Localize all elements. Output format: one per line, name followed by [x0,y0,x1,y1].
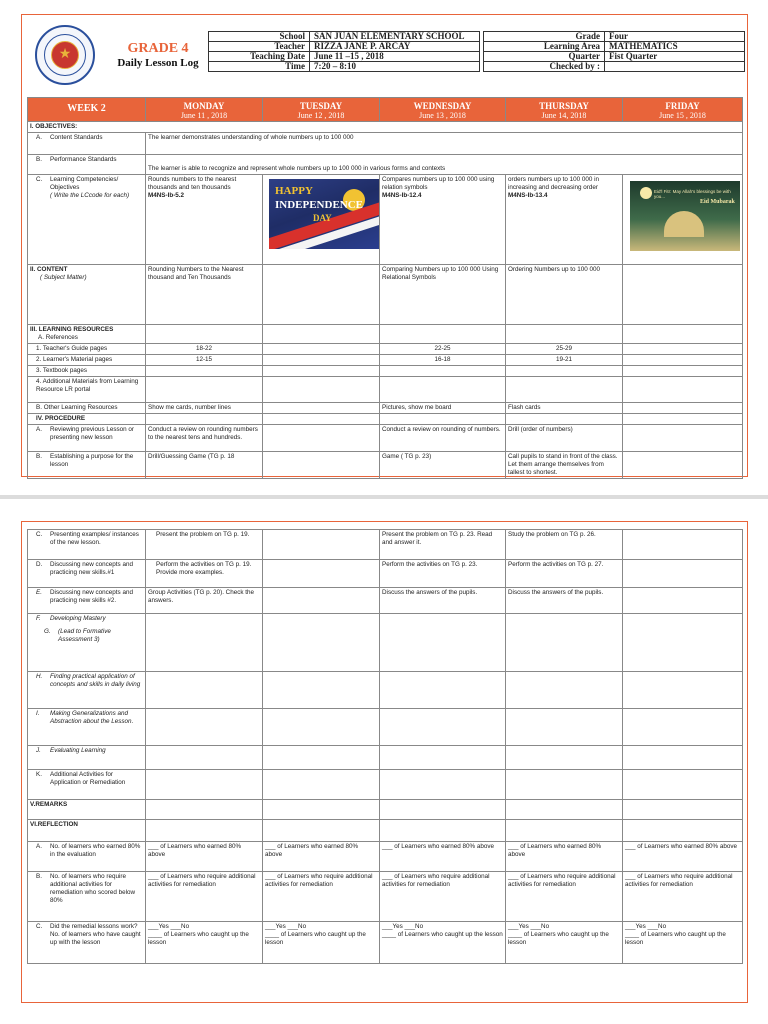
learning-resources-title: III. LEARNING RESOURCES [30,326,114,333]
day-date: June 11 , 2018 [180,111,228,120]
row-key: H. [36,673,43,680]
lm-pages-thursday: 19-21 [506,355,623,366]
reviewing-lesson-label [28,425,146,452]
yes-no-blank: ___Yes ___No [625,923,667,930]
cell [380,614,506,672]
cell [623,800,743,820]
checked-by-value [605,62,745,72]
tg-pages-thursday: 25-29 [506,344,623,355]
row-label-text: Did the remedial lessons work? No. of learners who have caught up with the lesson [50,923,141,946]
cell [263,770,380,800]
concepts1-wednesday: Perform the activities on TG p. 23. [380,560,506,588]
lm-pages-wednesday: 16-18 [380,355,506,366]
cell [146,800,263,820]
row-label-text: No. of learners who earned 80% in the evaluation [50,843,141,858]
learners-material-label: 2. Learner's Material pages [28,355,146,366]
concepts2-wednesday: Discuss the answers of the pupils. [380,588,506,614]
cell [263,366,380,377]
purpose-thursday: Call pupils to stand in front of the class. Let them arrange themselves from tallest to shortest. [506,452,623,479]
purpose-friday [623,452,743,479]
cell [506,377,623,403]
row-key: E. [36,589,42,596]
learners-80-tuesday: ___ of Learners who earned 80% above [263,842,380,872]
competency-text: Rounds numbers to the nearest thousands and ten thousands [148,176,237,191]
competency-monday [146,175,263,265]
row-label-text: Additional Activities for Application or Remediation [50,771,126,786]
cell [623,820,743,842]
teaching-date-value: June 11 –15 , 2018 [310,52,480,62]
reflection-label: VI.REFLECTION [28,820,146,842]
content-standards-text: The learner demonstrates understanding of whole numbers up to 100 000 [146,133,743,155]
concepts2-friday [623,588,743,614]
row-key: G. [44,628,51,635]
lm-pages-friday [623,355,743,366]
row-label-text: Presenting examples/ instances of the new lesson. [50,531,139,546]
cell [623,672,743,709]
content-title: II. CONTENT [30,266,68,273]
examples-friday [623,530,743,560]
examples-thursday: Study the problem on TG p. 26. [506,530,623,560]
concepts1-friday [623,560,743,588]
cell [146,614,263,672]
cell [506,672,623,709]
cell [380,770,506,800]
practical-application-label [28,672,146,709]
tg-pages-wednesday: 22-25 [380,344,506,355]
row-key: A. [36,843,42,850]
concepts2-monday: Group Activities (TG p. 20). Check the answers. [146,588,263,614]
other-resources-label: B. Other Learning Resources [28,403,146,414]
teaching-date-label: Teaching Date [209,52,310,62]
row-key: I. [36,710,40,717]
caught-up-wednesday [380,922,506,964]
evaluating-learning-label [28,746,146,770]
day-header-monday [146,98,263,122]
row-label-text: No. of learners who require additional activities for remediation who scored below 80% [50,873,136,904]
content-monday: Rounding Numbers to the Nearest thousand and Ten Thousands [146,265,263,325]
day-date: June 12 , 2018 [297,111,345,120]
learning-area-label: Learning Area [484,42,605,52]
remediation-label [28,872,146,922]
row-label-text: Performance Standards [50,156,117,163]
independence-day-image [269,179,379,249]
textbook-pages-label: 3. Textbook pages [28,366,146,377]
purpose-monday: Drill/Guessing Game (TG p. 18 [146,452,263,479]
other-resources-thursday: Flash cards [506,403,623,414]
cell [380,377,506,403]
learners-80-label [28,842,146,872]
cell [623,614,743,672]
cell [263,614,380,672]
quarter-value: Fist Quarter [605,52,745,62]
cell [623,366,743,377]
row-key: K. [36,771,42,778]
remediation-friday: ___ of Learners who require additional activities for remediation [623,872,743,922]
other-resources-wednesday: Pictures, show me board [380,403,506,414]
cell [146,709,263,746]
examples-monday: Present the problem on TG p. 19. [146,530,263,560]
quarter-label: Quarter [484,52,605,62]
row-label-text: Discussing new concepts and practicing new skills #2. [50,589,133,604]
additional-materials-label: 4. Additional Materials from Learning Resource LR portal [28,377,146,403]
grade-label: Grade [484,32,605,42]
image-text-happy: HAPPY [275,185,313,197]
subject-matter-note: ( Subject Matter) [40,274,87,281]
day-header-friday [623,98,743,122]
cell [146,377,263,403]
cell [506,746,623,770]
review-tuesday [263,425,380,452]
content-tuesday [263,265,380,325]
other-resources-tuesday [263,403,380,414]
discussing-concepts-1-label [28,560,146,588]
review-wednesday: Conduct a review on rounding of numbers. [380,425,506,452]
seal-star-icon: ★ [58,45,72,61]
cell [146,770,263,800]
cell [380,325,506,344]
cell [380,800,506,820]
performance-standards-text: The learner is able to recognize and represent whole numbers up to 100 000 in various forms and contexts [146,155,743,175]
content-wednesday: Comparing Numbers up to 100 000 Using Relational Symbols [380,265,506,325]
day-name: WEDNESDAY [413,101,472,111]
cell [263,709,380,746]
day-date: June 14, 2018 [541,111,587,120]
concepts2-tuesday [263,588,380,614]
lc-code-note: ( Write the LCcode for each) [50,192,130,199]
examples-wednesday: Present the problem on TG p. 23. Read and answer it. [380,530,506,560]
developing-mastery-label [28,614,146,672]
page-divider [0,495,768,499]
caught-up-friday [623,922,743,964]
caught-up-monday [146,922,263,964]
row-label-text: Evaluating Learning [50,747,106,754]
mosque-icon [664,211,704,237]
cell [506,709,623,746]
cell [380,672,506,709]
row-key: F. [36,615,41,622]
competency-text: Compares numbers up to 100 000 using relation symbols [382,176,495,191]
concepts1-monday: Perform the activities on TG p. 19. Provide more examples. [146,560,263,588]
yes-no-blank: ___Yes ___No [508,923,550,930]
time-value: 7:20 – 8:10 [310,62,480,72]
teacher-value: RIZZA JANE P. ARCAY [310,42,480,52]
cell [623,325,743,344]
cell [506,614,623,672]
school-label: School [209,32,310,42]
learning-resources-label [28,325,146,344]
cell [263,377,380,403]
competency-code: M4NS-Ib-12.4 [382,192,422,199]
row-label-text: Reviewing previous Lesson or presenting new lesson [50,426,135,441]
row-key: C. [36,923,43,930]
row-key: B. [36,156,42,163]
review-monday: Conduct a review on rounding numbers to the nearest tens and hundreds. [146,425,263,452]
concepts1-thursday: Perform the activities on TG p. 27. [506,560,623,588]
day-date: June 13 , 2018 [419,111,466,120]
row-label-text: Discussing new concepts and practicing new skills.#1 [50,561,133,576]
eid-greeting-image [630,181,740,251]
day-name: TUESDAY [299,101,343,111]
competency-wednesday [380,175,506,265]
cell [506,414,623,425]
caught-up-text: ____ of Learners who caught up the lesson [265,931,366,946]
day-name: FRIDAY [665,101,700,111]
caught-up-text: ____ of Learners who caught up the lesson [148,931,249,946]
day-header-thursday [506,98,623,122]
cell [263,746,380,770]
row-label-text: Learning Competencies/ Objectives [50,176,119,191]
row-key: B. [36,453,42,460]
row-key: J. [36,747,41,754]
lm-pages-tuesday [263,355,380,366]
content-label [28,265,146,325]
cell [146,325,263,344]
cell [146,672,263,709]
remediation-wednesday: ___ of Learners who require additional activities for remediation [380,872,506,922]
competency-code: M4NS-Ib-5.2 [148,192,185,199]
cell [623,746,743,770]
checked-by-label: Checked by : [484,62,605,72]
learning-competencies-label [28,175,146,265]
cell [506,366,623,377]
day-name: MONDAY [183,101,225,111]
row-key: B. [36,873,42,880]
remediation-thursday: ___ of Learners who require additional activities for remediation [506,872,623,922]
purpose-wednesday: Game ( TG p. 23) [380,452,506,479]
concepts2-thursday: Discuss the answers of the pupils. [506,588,623,614]
cell [506,800,623,820]
grade-value: Four [605,32,745,42]
cell [623,770,743,800]
cell [263,672,380,709]
cell [263,414,380,425]
lesson-grid-page-1 [27,97,743,479]
row-label-text: Content Standards [50,134,103,141]
tg-pages-monday: 18-22 [146,344,263,355]
tg-pages-friday [623,344,743,355]
teachers-guide-label: 1. Teacher's Guide pages [28,344,146,355]
yes-no-blank: ___Yes ___No [265,923,307,930]
cell [146,414,263,425]
cell [506,325,623,344]
school-value: SAN JUAN ELEMENTARY SCHOOL [310,32,480,42]
cell [380,709,506,746]
remediation-monday: ___ of Learners who require additional activities for remediation [146,872,263,922]
learners-80-monday: ___ of Learners who earned 80% above [146,842,263,872]
row-label-text: (Lead to Formative Assessment 3) [58,628,111,643]
content-standards-label [28,133,146,155]
daily-lesson-log-title: Daily Lesson Log [117,57,199,69]
moon-icon [640,187,652,199]
row-key: D. [36,561,43,568]
examples-tuesday [263,530,380,560]
lm-pages-monday: 12-15 [146,355,263,366]
lesson-log-page-2 [21,521,748,1003]
cell [380,414,506,425]
day-date: June 15 , 2018 [659,111,706,120]
caught-up-thursday [506,922,623,964]
objectives-title: I. OBJECTIVES: [28,122,743,133]
row-key: A. [36,426,42,433]
performance-standards-label [28,155,146,175]
lesson-log-page-1 [21,14,748,477]
teacher-label: Teacher [209,42,310,52]
establishing-purpose-label [28,452,146,479]
cell [146,746,263,770]
remediation-tuesday: ___ of Learners who require additional activities for remediation [263,872,380,922]
additional-activities-label [28,770,146,800]
school-info-table [208,31,480,72]
learning-area-value: MATHEMATICS [605,42,745,52]
row-label-text: Developing Mastery [50,615,106,622]
cell [263,820,380,842]
cell [380,366,506,377]
competency-thursday [506,175,623,265]
row-label-text: Establishing a purpose for the lesson [50,453,134,468]
row-key: A. [36,134,42,141]
caught-up-text: ____ of Learners who caught up the lesson [625,931,726,946]
cell [623,709,743,746]
cell [146,820,263,842]
time-label: Time [209,62,310,72]
remedial-worked-label [28,922,146,964]
caught-up-text: ____ of Learners who caught up the lesson [508,931,609,946]
review-thursday: Drill (order of numbers) [506,425,623,452]
row-key: C. [36,531,43,538]
learners-80-thursday: ___ of Learners who earned 80% above [506,842,623,872]
cell [380,746,506,770]
cell [506,820,623,842]
row-label-text: Making Generalizations and Abstraction about the Lesson. [50,710,134,725]
eid-greeting-text: Eid'l Fitr: May Allah's blessings be with you... [654,189,731,199]
generalizations-label [28,709,146,746]
lesson-grid-page-2 [27,529,743,964]
tg-pages-tuesday [263,344,380,355]
day-name: THURSDAY [539,101,589,111]
content-friday [623,265,743,325]
cell [506,770,623,800]
yes-no-blank: ___Yes ___No [148,923,190,930]
row-key: C. [36,176,43,183]
cell [146,366,263,377]
remarks-label: V.REMARKS [28,800,146,820]
presenting-examples-label [28,530,146,560]
caught-up-text: ____ of Learners who caught up the lesson [382,931,503,938]
cell [623,414,743,425]
caught-up-tuesday [263,922,380,964]
learners-80-friday: ___ of Learners who earned 80% above [623,842,743,872]
cell [380,820,506,842]
competency-text: orders numbers up to 100 000 in increasing and decreasing order [508,176,600,191]
yes-no-blank: ___Yes ___No [382,923,424,930]
review-friday [623,425,743,452]
other-resources-friday [623,403,743,414]
week-header [28,98,146,122]
image-text-independence: INDEPENDENCE [275,199,364,211]
deped-seal-icon [35,25,95,85]
grade-info-table [483,31,745,72]
purpose-tuesday [263,452,380,479]
day-header-wednesday [380,98,506,122]
image-text-day: DAY [313,213,332,223]
procedure-title: IV. PROCEDURE [28,414,146,425]
competency-code: M4NS-Ib-13.4 [508,192,548,199]
references-label: A. References [38,334,78,341]
grade-title: GRADE 4 [127,41,189,56]
other-resources-monday: Show me cards, number lines [146,403,263,414]
cell [263,800,380,820]
row-label-text: Finding practical application of concepts and skills in daily living [50,673,141,688]
week-label: WEEK 2 [67,103,106,114]
discussing-concepts-2-label [28,588,146,614]
eid-caption: Eid Mubarak [700,199,735,205]
concepts1-tuesday [263,560,380,588]
day-header-tuesday [263,98,380,122]
content-thursday: Ordering Numbers up to 100 000 [506,265,623,325]
cell [623,377,743,403]
cell [263,325,380,344]
learners-80-wednesday: ___ of Learners who earned 80% above [380,842,506,872]
